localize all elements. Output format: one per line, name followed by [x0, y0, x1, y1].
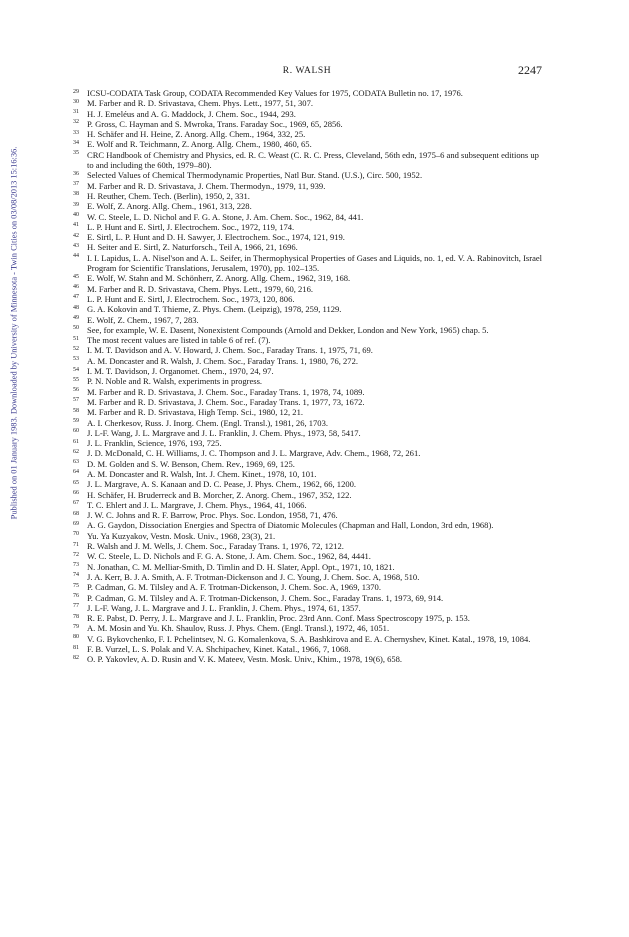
reference-text: M. Farber and R. D. Srivastava, High Temp. Sci., 1980, 12, 21.	[87, 407, 303, 418]
reference-number: 54	[73, 366, 79, 373]
reference-entry	[73, 562, 543, 572]
reference-text: H. Schäfer, H. Bruderreck and B. Morcher, Z. Anorg. Chem., 1967, 352, 122.	[87, 489, 352, 500]
reference-text: P. Gross, C. Hayman and S. Mwroka, Trans. Faraday Soc., 1969, 65, 2856.	[87, 118, 343, 129]
reference-number: 71	[73, 541, 79, 548]
reference-entry	[73, 88, 543, 98]
reference-text: M. Farber and R. D. Srivastava, Chem. Phys. Lett., 1979, 60, 216.	[87, 283, 313, 294]
reference-text: F. B. Vurzel, L. S. Polak and V. A. Shchipachev, Kinet. Katal., 1966, 7, 1068.	[87, 644, 351, 655]
reference-entry	[73, 222, 543, 232]
reference-number: 61	[73, 438, 79, 445]
reference-text: A. M. Mosin and Yu. Kh. Shaulov, Russ. J. Phys. Chem. (Engl. Transl.), 1972, 46, 1051.	[87, 623, 390, 634]
reference-text: I. M. T. Davidson, J. Organomet. Chem., 1970, 24, 97.	[87, 366, 274, 377]
reference-number: 47	[73, 294, 79, 301]
reference-entry	[73, 315, 543, 325]
reference-entry	[73, 397, 543, 407]
reference-number: 53	[73, 356, 79, 363]
reference-entry	[73, 459, 543, 469]
reference-entry	[73, 345, 543, 355]
reference-entry	[73, 294, 543, 304]
reference-entry	[73, 407, 543, 417]
reference-entry	[73, 644, 543, 654]
reference-text: A. I. Cherkesov, Russ. J. Inorg. Chem. (Engl. Transl.), 1981, 26, 1703.	[87, 417, 328, 428]
reference-text: E. Wolf, W. Stahn and M. Schönherr, Z. Anorg. Allg. Chem., 1962, 319, 168.	[87, 273, 351, 284]
reference-number: 73	[73, 562, 79, 569]
reference-number: 51	[73, 335, 79, 342]
reference-number: 46	[73, 284, 79, 291]
reference-entry	[73, 613, 543, 623]
reference-number: 33	[73, 129, 79, 136]
reference-number: 45	[73, 273, 79, 280]
reference-number: 65	[73, 479, 79, 486]
reference-text: P. Cadman, G. M. Tilsley and A. F. Trotman-Dickenson, J. Chem. Soc. A, 1969, 1370.	[87, 582, 381, 593]
reference-text: See, for example, W. E. Dasent, Nonexistent Compounds (Arnold and Dekker, London and New York, 1965) chap. 5.	[87, 324, 489, 335]
reference-number: 78	[73, 613, 79, 620]
reference-text: H. Schäfer and H. Heine, Z. Anorg. Allg. Chem., 1964, 332, 25.	[87, 129, 306, 140]
reference-number: 80	[73, 634, 79, 641]
reference-text: H. Seiter and E. Sirtl, Z. Naturforsch., Teil A, 1966, 21, 1696.	[87, 242, 298, 253]
reference-entry	[73, 654, 543, 664]
reference-number: 69	[73, 520, 79, 527]
reference-entry	[73, 201, 543, 211]
reference-text: ICSU-CODATA Task Group, CODATA Recommended Key Values for 1975, CODATA Bulletin no. 17, 1976.	[87, 88, 463, 98]
reference-entry	[73, 304, 543, 314]
page-number: 2247	[518, 63, 542, 77]
reference-number: 55	[73, 376, 79, 383]
reference-entry	[73, 181, 543, 191]
reference-entry	[73, 273, 543, 283]
reference-text: Selected Values of Chemical Thermodynamic Properties, Natl Bur. Stand. (U.S.), Circ. 500, 1952.	[87, 170, 423, 181]
reference-text: E. Wolf, Z. Chem., 1967, 7, 283.	[87, 314, 199, 325]
reference-text: E. Wolf and R. Teichmann, Z. Anorg. Allg. Chem., 1980, 460, 65.	[87, 139, 312, 150]
reference-number: 29	[73, 88, 79, 95]
reference-text: J. L. Margrave, A. S. Kanaan and D. C. Pease, J. Phys. Chem., 1962, 66, 1200.	[87, 479, 357, 490]
reference-entry	[73, 129, 543, 139]
reference-entry	[73, 510, 543, 520]
reference-entry	[73, 551, 543, 561]
reference-entry	[73, 634, 543, 644]
reference-number: 31	[73, 109, 79, 116]
reference-number: 59	[73, 418, 79, 424]
reference-entry	[73, 541, 543, 551]
reference-number: 79	[73, 623, 79, 630]
reference-entry	[73, 418, 543, 428]
reference-entry	[73, 448, 543, 458]
reference-number: 74	[73, 572, 79, 579]
reference-number: 63	[73, 459, 79, 466]
reference-number: 56	[73, 387, 79, 394]
reference-text: R. Walsh and J. M. Wells, J. Chem. Soc., Faraday Trans. 1, 1976, 72, 1212.	[87, 541, 344, 552]
reference-text: M. Farber and R. D. Srivastava, J. Chem. Soc., Faraday Trans. 1, 1978, 74, 1089.	[87, 386, 365, 397]
reference-number: 37	[73, 181, 79, 188]
running-header-author: R. WALSH	[282, 66, 332, 76]
reference-text: P. N. Noble and R. Walsh, experiments in progress.	[87, 376, 263, 387]
reference-text: M. Farber and R. D. Srivastava, J. Chem. Thermodyn., 1979, 11, 939.	[87, 180, 326, 191]
reference-text: H. J. Emeléus and A. G. Maddock, J. Chem. Soc., 1944, 293.	[87, 108, 296, 119]
download-watermark	[8, 60, 20, 605]
reference-number: 35	[73, 150, 79, 157]
reference-text: L. P. Hunt and E. Sirtl, J. Electrochem. Soc., 1973, 120, 806.	[87, 293, 295, 304]
reference-entry	[73, 242, 543, 252]
reference-text: CRC Handbook of Chemistry and Physics, ed. R. C. Weast (C. R. C. Press, Cleveland, 56th edn, 1975–6 and subsequent editions up to and including the 60th, 1979–80).	[87, 149, 539, 171]
reference-text: The most recent values are listed in table 6 of ref. (7).	[87, 335, 271, 346]
reference-text: J. D. McDonald, C. H. Williams, J. C. Thompson and J. L. Margrave, Adv. Chem., 1968, 72, 261.	[87, 448, 421, 459]
reference-entry	[73, 376, 543, 386]
reference-number: 44	[73, 253, 79, 260]
reference-number: 50	[73, 325, 79, 332]
reference-entry	[73, 531, 543, 541]
reference-entry	[73, 387, 543, 397]
reference-number: 34	[73, 139, 79, 146]
reference-entry	[73, 284, 543, 294]
reference-entry	[73, 593, 543, 603]
reference-entry	[73, 150, 543, 171]
reference-entry	[73, 469, 543, 479]
reference-number: 32	[73, 119, 79, 126]
reference-entry	[73, 119, 543, 129]
reference-text: L. P. Hunt and E. Sirtl, J. Electrochem. Soc., 1972, 119, 174.	[87, 221, 295, 232]
reference-number: 49	[73, 315, 79, 322]
reference-number: 67	[73, 500, 79, 507]
reference-text: W. C. Steele, L. D. Nichols and F. G. A. Stone, J. Am. Chem. Soc., 1962, 84, 4441.	[87, 551, 371, 562]
reference-entry	[73, 98, 543, 108]
reference-entry	[73, 212, 543, 222]
reference-entry	[73, 139, 543, 149]
reference-entry	[73, 500, 543, 510]
reference-text: H. Reuther, Chem. Tech. (Berlin), 1950, 2, 331.	[87, 190, 250, 201]
reference-text: J. L-F. Wang, J. L. Margrave and J. L. Franklin, J. Chem. Phys., 1973, 58, 5417.	[87, 427, 361, 438]
reference-number: 62	[73, 448, 79, 455]
reference-entry	[73, 438, 543, 448]
reference-entry	[73, 356, 543, 366]
reference-entry	[73, 623, 543, 633]
reference-number: 38	[73, 191, 79, 198]
reference-entry	[73, 191, 543, 201]
reference-number: 40	[73, 212, 79, 219]
reference-text: W. C. Steele, L. D. Nichol and F. G. A. Stone, J. Am. Chem. Soc., 1962, 84, 441.	[87, 211, 364, 222]
reference-number: 60	[73, 428, 79, 435]
reference-entry	[73, 582, 543, 592]
reference-number: 39	[73, 201, 79, 208]
reference-number: 72	[73, 551, 79, 558]
reference-entry	[73, 428, 543, 438]
reference-text: O. P. Yakovlev, A. D. Rusin and V. K. Mateev, Vestn. Mosk. Univ., Khim., 1978, 19(6), 658.	[87, 654, 403, 665]
reference-number: 82	[73, 654, 79, 661]
reference-text: R. E. Pabst, D. Perry, J. L. Margrave and J. L. Franklin, Proc. 23rd Ann. Conf. Mass Spectroscopy 1975, p. 153.	[87, 613, 470, 624]
reference-number: 57	[73, 397, 79, 404]
reference-number: 68	[73, 510, 79, 517]
reference-number: 70	[73, 531, 79, 538]
reference-text: I. M. T. Davidson and A. V. Howard, J. Chem. Soc., Faraday Trans. 1, 1975, 71, 69.	[87, 345, 373, 356]
reference-text: I. I. Lapidus, L. A. Nisel'son and A. L. Seifer, in Thermophysical Properties of Gases and Liquids, no. 1, ed. V. A. Rabinovitch, Israel Program for Scientific Translations, Jerusalem, 1970), pp. 102–135.	[87, 252, 543, 274]
reference-number: 77	[73, 603, 79, 610]
reference-text: A. M. Doncaster and R. Walsh, J. Chem. Soc., Faraday Trans. 1, 1980, 76, 272.	[87, 355, 358, 366]
reference-number: 81	[73, 644, 79, 651]
reference-text: T. C. Ehlert and J. L. Margrave, J. Chem. Phys., 1964, 41, 1066.	[87, 499, 307, 510]
reference-entry	[73, 170, 543, 180]
reference-number: 42	[73, 232, 79, 239]
reference-number: 36	[73, 170, 79, 177]
reference-text: J. L-F. Wang, J. L. Margrave and J. L. Franklin, J. Chem. Phys., 1974, 61, 1357.	[87, 602, 361, 613]
reference-list	[73, 88, 543, 665]
download-watermark-text: Published on 01 January 1983. Downloaded by University of Minnesota - Twin Cities on 03/08/2013 15:16:36.	[9, 146, 19, 519]
reference-text: N. Jonathan, C. M. Melliar-Smith, D. Timlin and D. H. Slater, Appl. Opt., 1971, 10, 1821.	[87, 561, 395, 572]
reference-text: P. Cadman, G. M. Tilsley and A. F. Trotman-Dickenson, J. Chem. Soc., Faraday Trans. 1, 1973, 69, 914.	[87, 592, 444, 603]
reference-number: 76	[73, 593, 79, 600]
reference-text: E. Sirtl, L. P. Hunt and D. H. Sawyer, J. Electrochem. Soc., 1974, 121, 919.	[87, 232, 345, 243]
running-header	[72, 63, 542, 79]
reference-text: J. W. C. Johns and R. F. Barrow, Proc. Phys. Soc. London, 1958, 71, 476.	[87, 510, 338, 521]
reference-text: J. A. Kerr, B. J. A. Smith, A. F. Trotman-Dickenson and J. C. Young, J. Chem. Soc. A, 1968, 510.	[87, 571, 420, 582]
reference-number: 66	[73, 490, 79, 497]
reference-text: J. L. Franklin, Science, 1976, 193, 725.	[87, 438, 222, 449]
reference-entry	[73, 520, 543, 530]
reference-number: 43	[73, 242, 79, 249]
reference-text: V. G. Bykovchenko, F. I. Pchelintsev, N. G. Komalenkova, S. A. Bashkirova and E. A. Chernyshev, Kinet. Katal., 1978, 19, 1084.	[87, 633, 531, 644]
reference-entry	[73, 490, 543, 500]
reference-text: Yu. Ya Kuzyakov, Vestn. Mosk. Univ., 1968, 23(3), 21.	[87, 530, 276, 541]
reference-number: 75	[73, 582, 79, 589]
reference-entry	[73, 479, 543, 489]
reference-entry	[73, 109, 543, 119]
reference-entry	[73, 325, 543, 335]
reference-number: 48	[73, 304, 79, 311]
reference-entry	[73, 232, 543, 242]
reference-entry	[73, 572, 543, 582]
reference-text: G. A. Kokovin and T. Thieme, Z. Phys. Chem. (Leipzig), 1978, 259, 1129.	[87, 304, 342, 315]
reference-number: 64	[73, 469, 79, 476]
reference-number: 41	[73, 222, 79, 229]
reference-number: 52	[73, 345, 79, 352]
reference-entry	[73, 603, 543, 613]
reference-text: M. Farber and R. D. Srivastava, J. Chem. Soc., Faraday Trans. 1, 1977, 73, 1672.	[87, 396, 365, 407]
reference-text: M. Farber and R. D. Srivastava, Chem. Phys. Lett., 1977, 51, 307.	[87, 98, 313, 109]
reference-text: A. G. Gaydon, Dissociation Energies and Spectra of Diatomic Molecules (Chapman and Hall, London, 3rd edn, 1968).	[87, 520, 494, 531]
reference-entry	[73, 366, 543, 376]
reference-number: 30	[73, 98, 79, 105]
reference-entry	[73, 253, 543, 274]
reference-entry	[73, 335, 543, 345]
reference-text: E. Wolf, Z. Anorg. Allg. Chem., 1961, 313, 228.	[87, 201, 252, 212]
reference-text: D. M. Golden and S. W. Benson, Chem. Rev., 1969, 69, 125.	[87, 458, 295, 469]
reference-text: A. M. Doncaster and R. Walsh, Int. J. Chem. Kinet., 1978, 10, 101.	[87, 468, 317, 479]
reference-number: 58	[73, 407, 79, 414]
